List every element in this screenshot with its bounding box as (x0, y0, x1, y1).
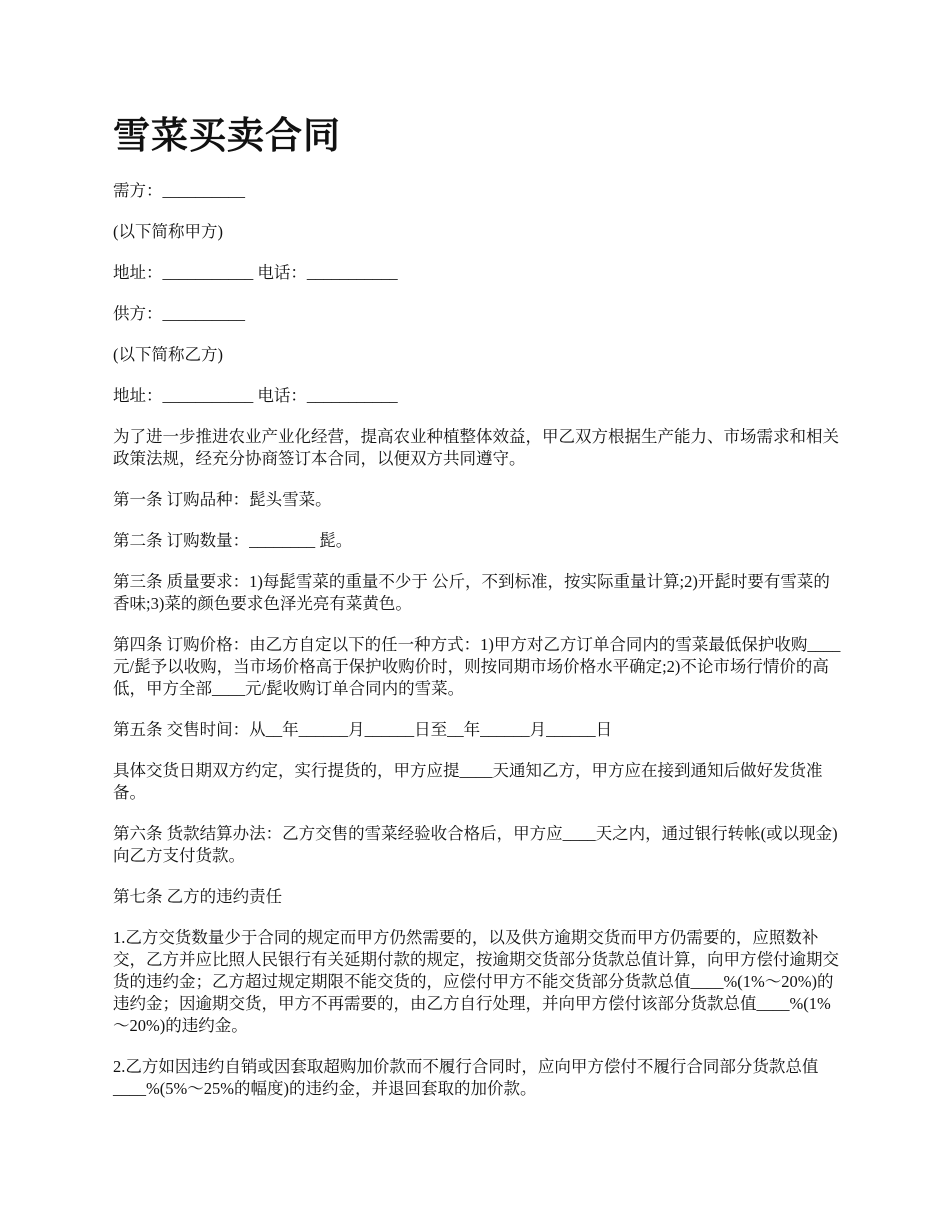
seller-alias: (以下简称乙方) (113, 345, 223, 364)
article-2: 第二条 订购数量：________ 髭。 (113, 531, 353, 550)
seller-line: 供方：__________ (113, 304, 245, 323)
article-6: 第六条 货款结算办法：乙方交售的雪菜经验收合格后，甲方应____天之内，通过银行转帐(或以现金)向乙方支付货款。 (113, 824, 838, 865)
buyer-address-phone: 地址：___________ 电话：___________ (113, 263, 398, 282)
article-3: 第三条 质量要求：1)每髭雪菜的重量不少于 公斤，不到标准，按实际重量计算;2)开髭时要有雪菜的香味;3)菜的颜色要求色泽光亮有菜黄色。 (113, 572, 830, 613)
preamble-paragraph: 为了进一步推进农业产业化经营，提高农业种植整体效益，甲乙双方根据生产能力、市场需求和相关政策法规，经充分协商签订本合同，以便双方共同遵守。 (113, 427, 839, 468)
buyer-line: 需方：__________ (113, 181, 245, 200)
document-title: 雪菜买卖合同 (113, 114, 341, 157)
article-5: 第五条 交售时间：从__年______月______日至__年______月______日 (113, 720, 613, 739)
article-7-heading: 第七条 乙方的违约责任 (113, 887, 283, 906)
article-7-clause-1: 1.乙方交货数量少于合同的规定而甲方仍然需要的，以及供方逾期交货而甲方仍需要的，应照数补交，乙方并应比照人民银行有关延期付款的规定，按逾期交货部分货款总值计算，向甲方偿付逾期交货的违约金；乙方超过规定期限不能交货的，应偿付甲方不能交货部分货款总值____%(1%～20%)的违约金；因逾期交货，甲方不再需要的，由乙方自行处理，并向甲方偿付该部分货款总值____%(1%～20%)的违约金。 (113, 928, 839, 1035)
contract-page (113, 108, 843, 1119)
seller-address-phone: 地址：___________ 电话：___________ (113, 386, 398, 405)
delivery-paragraph: 具体交货日期双方约定，实行提货的，甲方应提____天通知乙方，甲方应在接到通知后做好发货准备。 (113, 761, 823, 802)
article-1: 第一条 订购品种：髭头雪菜。 (113, 490, 332, 509)
buyer-alias: (以下简称甲方) (113, 222, 223, 241)
article-7-clause-2: 2.乙方如因违约自销或因套取超购加价款而不履行合同时，应向甲方偿付不履行合同部分货款总值____%(5%～25%的幅度)的违约金，并退回套取的加价款。 (113, 1057, 819, 1098)
article-4: 第四条 订购价格：由乙方自定以下的任一种方式：1)甲方对乙方订单合同内的雪菜最低保护收购____元/髭予以收购，当市场价格高于保护收购价时，则按同期市场价格水平确定;2)不论市场行情价的高低，甲方全部____元/髭收购订单合同内的雪菜。 (113, 635, 841, 698)
contract-body (113, 180, 843, 1100)
